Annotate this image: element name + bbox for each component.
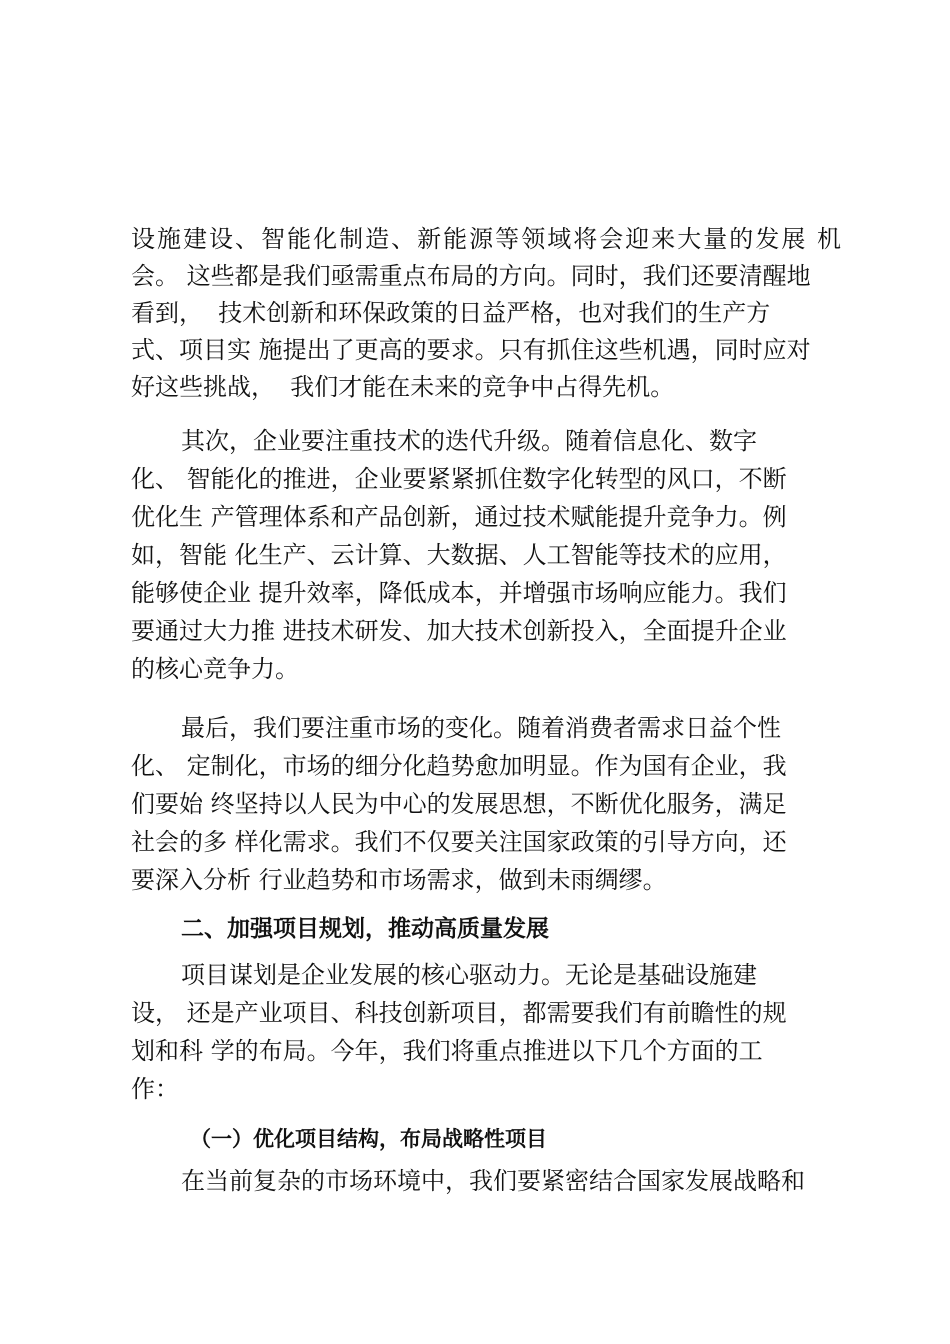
paragraph-2-line-5: 能够使企业 提升效率，降低成本，并增强市场响应能力。我们	[131, 579, 787, 607]
paragraph-2-line-7: 的核心竞争力。	[131, 655, 299, 683]
paragraph-1-line-3: 看到， 技术创新和环保政策的日益严格，也对我们的生产方	[131, 299, 771, 327]
paragraph-4-line-1: 项目谋划是企业发展的核心驱动力。无论是基础设施建	[181, 961, 757, 989]
paragraph-2-line-2: 化、 智能化的推进，企业要紧紧抓住数字化转型的风口，不断	[131, 465, 787, 493]
paragraph-1-line-5: 好这些挑战， 我们才能在未来的竞争中占得先机。	[131, 373, 675, 401]
paragraph-3-line-5: 要深入分析 行业趋势和市场需求，做到未雨绸缪。	[131, 866, 667, 894]
section-heading-2: 二、加强项目规划，推动高质量发展	[181, 916, 549, 942]
paragraph-5-line-1: 在当前复杂的市场环境中，我们要紧密结合国家发展战略和	[181, 1167, 805, 1195]
paragraph-2-line-4: 如，智能 化生产、云计算、大数据、人工智能等技术的应用，	[131, 541, 787, 569]
paragraph-4-line-4: 作：	[131, 1075, 179, 1103]
paragraph-3-line-1: 最后，我们要注重市场的变化。随着消费者需求日益个性	[181, 714, 781, 742]
paragraph-4-line-2: 设， 还是产业项目、科技创新项目，都需要我们有前瞻性的规	[131, 999, 787, 1027]
paragraph-2-line-1: 其次，企业要注重技术的迭代升级。随着信息化、数字	[181, 427, 757, 455]
paragraph-3-line-4: 社会的多 样化需求。我们不仅要关注国家政策的引导方向，还	[131, 828, 787, 856]
paragraph-1-line-2: 会。 这些都是我们亟需重点布局的方向。同时，我们还要清醒地	[131, 262, 811, 290]
paragraph-4-line-3: 划和科 学的布局。今年，我们将重点推进以下几个方面的工	[131, 1037, 763, 1065]
paragraph-3-line-3: 们要始 终坚持以人民为中心的发展思想，不断优化服务，满足	[131, 790, 787, 818]
paragraph-1-line-4: 式、项目实 施提出了更高的要求。只有抓住这些机遇，同时应对	[131, 336, 811, 364]
paragraph-3-line-2: 化、 定制化，市场的细分化趋势愈加明显。作为国有企业，我	[131, 752, 787, 780]
paragraph-2-line-3: 优化生 产管理体系和产品创新，通过技术赋能提升竞争力。例	[131, 503, 787, 531]
paragraph-2-line-6: 要通过大力推 进技术研发、加大技术创新投入，全面提升企业	[131, 617, 787, 645]
subsection-heading-1: （一）优化项目结构，布局战略性项目	[190, 1126, 547, 1151]
paragraph-1-line-1: 设施建设、智能化制造、新能源等领域将会迎来大量的发展 机	[131, 225, 841, 253]
